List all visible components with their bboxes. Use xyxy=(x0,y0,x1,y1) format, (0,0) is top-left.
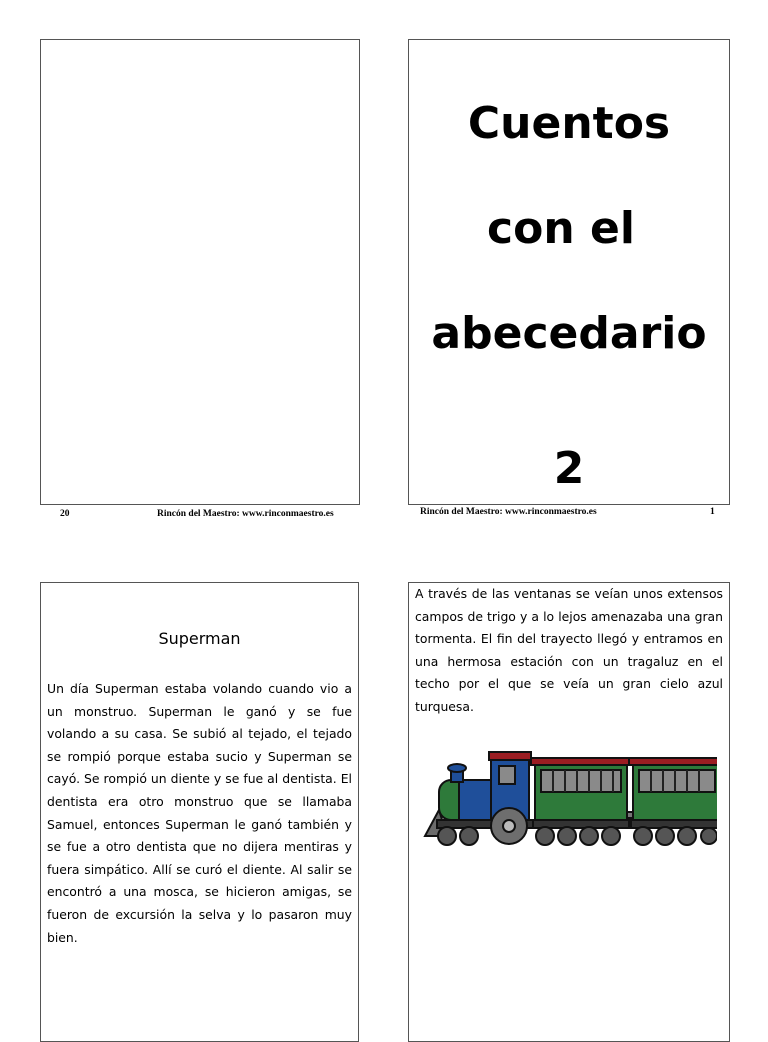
story-title: Superman xyxy=(158,629,241,648)
blank-page xyxy=(40,39,360,505)
story-text: A través de las ventanas se veían unos extensos campos de trigo y a lo lejos amenazaba una gran tormenta. El fin del trayecto llegó y entramos en una hermosa estación con un tragaluz en el techo por el que se veía un gran cielo azul turquesa. xyxy=(415,586,723,714)
train-story-page xyxy=(408,582,730,1042)
train-illustration xyxy=(417,748,717,848)
cover-title-line-3: abecedario xyxy=(431,308,707,359)
cover-volume-number: 2 xyxy=(553,443,585,494)
cover-title-line-1: Cuentos xyxy=(467,98,671,149)
story-page xyxy=(40,582,359,1042)
page-number: 20 xyxy=(60,509,70,519)
footer-credit: Rincón del Maestro: www.rinconmaestro.es xyxy=(420,507,597,517)
story-text: Un día Superman estaba volando cuando vio a un monstruo. Superman le ganó y se fue volando a su casa. Se subió al tejado, el tejado se rompió porque estaba sucio y Superman se cayó. Se rompió un diente y se fue al dentista. El dentista era otro monstruo que se llamaba Samuel, entonces Superman le ganó también y se fue a otro dentista que no dijera mentiras y fuera simpático. Allí se curó el diente. Al salir se encontró a una mosca, se hicieron amigas, se fueron de excursión la selva y lo pasaron muy bien. xyxy=(47,681,352,945)
footer-credit: Rincón del Maestro: www.rinconmaestro.es xyxy=(157,509,334,519)
cover-title-line-2: con el xyxy=(487,203,635,254)
cover-page xyxy=(408,39,730,505)
page-number: 1 xyxy=(710,507,715,517)
